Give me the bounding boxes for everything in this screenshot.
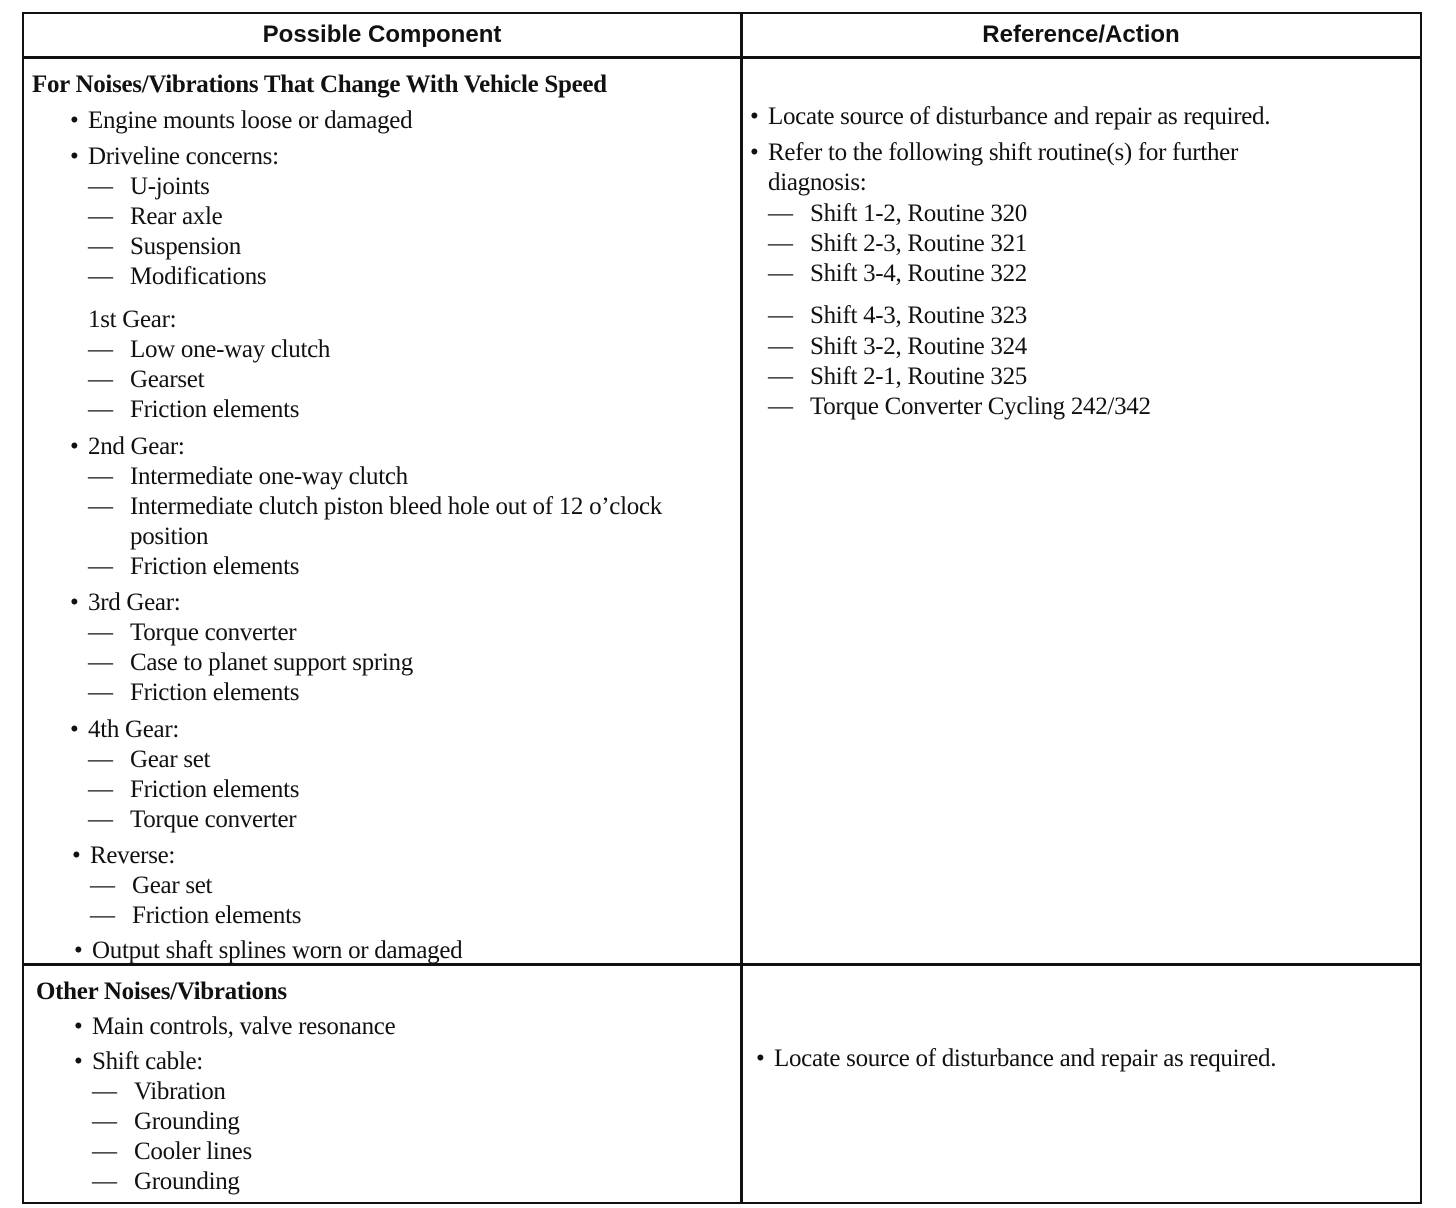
sub-torque-converter: Torque converter — [130, 806, 297, 833]
item-second-gear: 2nd Gear: — [88, 433, 185, 460]
dash-icon: — — [768, 363, 793, 390]
sub-friction: Friction elements — [132, 902, 302, 929]
routine-shift-3-2: Shift 3-2, Routine 324 — [810, 333, 1028, 360]
sub-vibration: Vibration — [134, 1078, 226, 1105]
item-driveline: Driveline concerns: — [88, 143, 279, 170]
dash-icon: — — [92, 1168, 117, 1195]
item-engine-mounts: Engine mounts loose or damaged — [88, 107, 413, 134]
dash-icon: — — [768, 200, 793, 227]
sub-rear-axle: Rear axle — [130, 203, 223, 230]
bullet-icon: • — [70, 433, 79, 460]
bullet-icon: • — [74, 1013, 83, 1040]
dash-icon: — — [92, 1108, 117, 1135]
dash-icon: — — [88, 679, 113, 706]
sub-friction: Friction elements — [130, 776, 300, 803]
sub-friction: Friction elements — [130, 396, 300, 423]
header-reference-action: Reference/Action — [982, 21, 1180, 48]
sub-gear-set: Gear set — [132, 872, 213, 899]
item-fourth-gear: 4th Gear: — [88, 716, 180, 743]
sub-friction: Friction elements — [130, 679, 300, 706]
dash-icon: — — [768, 260, 793, 287]
bullet-icon: • — [750, 103, 759, 130]
routine-shift-2-1: Shift 2-1, Routine 325 — [810, 363, 1028, 390]
column-divider — [740, 12, 743, 1204]
dash-icon: — — [88, 746, 113, 773]
dash-icon: — — [88, 203, 113, 230]
section1-title: For Noises/Vibrations That Change With Vehicle Speed — [32, 71, 607, 98]
item-output-shaft: Output shaft splines worn or damaged — [92, 937, 463, 964]
dash-icon: — — [88, 366, 113, 393]
action-refer: Refer to the following shift routine(s) for further — [768, 139, 1238, 166]
sub-case-spring: Case to planet support spring — [130, 649, 413, 676]
dash-icon: — — [88, 463, 113, 490]
item-shift-cable: Shift cable: — [92, 1048, 203, 1075]
dash-icon: — — [88, 553, 113, 580]
routine-tcc: Torque Converter Cycling 242/342 — [810, 393, 1151, 420]
sub-suspension: Suspension — [130, 233, 241, 260]
bullet-icon: • — [72, 842, 81, 869]
header-divider — [22, 56, 1422, 59]
sub-grounding: Grounding — [134, 1108, 240, 1135]
sub-low-clutch: Low one-way clutch — [130, 336, 331, 363]
sub-intermediate-clutch: Intermediate one-way clutch — [130, 463, 408, 490]
bullet-icon: • — [70, 589, 79, 616]
sub-cooler-lines: Cooler lines — [134, 1138, 252, 1165]
dash-icon: — — [88, 233, 113, 260]
item-reverse: Reverse: — [90, 842, 176, 869]
sub-gear-set: Gear set — [130, 746, 211, 773]
dash-icon: — — [88, 396, 113, 423]
dash-icon: — — [92, 1138, 117, 1165]
sub-friction: Friction elements — [130, 553, 300, 580]
dash-icon: — — [768, 230, 793, 257]
dash-icon: — — [90, 872, 115, 899]
sub-modifications: Modifications — [130, 263, 267, 290]
bullet-icon: • — [74, 1048, 83, 1075]
section2-title: Other Noises/Vibrations — [36, 978, 287, 1005]
dash-icon: — — [88, 493, 113, 520]
bullet-icon: • — [70, 716, 79, 743]
dash-icon: — — [768, 302, 793, 329]
dash-icon: — — [90, 902, 115, 929]
bullet-icon: • — [70, 107, 79, 134]
action-locate: Locate source of disturbance and repair as required. — [768, 103, 1271, 130]
dash-icon: — — [88, 619, 113, 646]
sub-bleed-hole-cont: position — [130, 523, 209, 550]
sub-bleed-hole: Intermediate clutch piston bleed hole out of 12 o’clock — [130, 493, 662, 520]
sub-gearset: Gearset — [130, 366, 205, 393]
bullet-icon: • — [70, 143, 79, 170]
dash-icon: — — [768, 393, 793, 420]
sub-torque-converter: Torque converter — [130, 619, 297, 646]
dash-icon: — — [88, 806, 113, 833]
bullet-icon: • — [750, 139, 759, 166]
item-main-controls: Main controls, valve resonance — [92, 1013, 396, 1040]
routine-shift-4-3: Shift 4-3, Routine 323 — [810, 302, 1028, 329]
item-third-gear: 3rd Gear: — [88, 589, 181, 616]
action-locate: Locate source of disturbance and repair as required. — [774, 1045, 1277, 1072]
dash-icon: — — [88, 263, 113, 290]
routine-shift-1-2: Shift 1-2, Routine 320 — [810, 200, 1028, 227]
item-first-gear: 1st Gear: — [88, 306, 177, 333]
header-possible-component: Possible Component — [262, 21, 502, 48]
sub-grounding: Grounding — [134, 1168, 240, 1195]
dash-icon: — — [92, 1078, 117, 1105]
dash-icon: — — [88, 776, 113, 803]
sub-ujoints: U-joints — [130, 173, 210, 200]
dash-icon: — — [768, 333, 793, 360]
routine-shift-3-4: Shift 3-4, Routine 322 — [810, 260, 1028, 287]
dash-icon: — — [88, 649, 113, 676]
bullet-icon: • — [756, 1045, 765, 1072]
routine-shift-2-3: Shift 2-3, Routine 321 — [810, 230, 1028, 257]
dash-icon: — — [88, 336, 113, 363]
action-refer-cont: diagnosis: — [768, 169, 867, 196]
dash-icon: — — [88, 173, 113, 200]
bullet-icon: • — [74, 937, 83, 964]
